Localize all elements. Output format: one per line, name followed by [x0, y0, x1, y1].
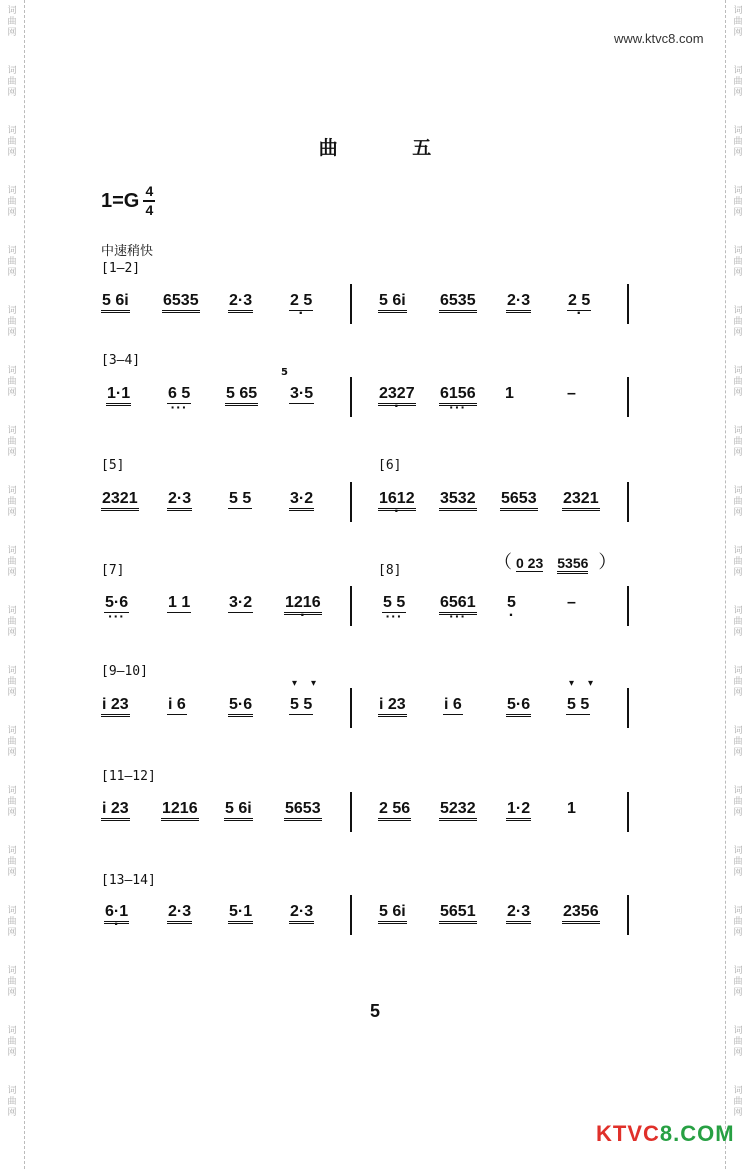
watermark-char: 词 [7, 606, 17, 616]
note-group: 2·3 [167, 903, 192, 924]
watermark-char: 曲 [733, 137, 743, 147]
watermark-char: 曲 [733, 317, 743, 327]
watermark-char: 词 [733, 606, 743, 616]
watermark-char: 曲 [733, 257, 743, 267]
note-group: 2321 [101, 490, 139, 511]
watermark-mark [726, 186, 750, 219]
note-group: 5·6 [506, 696, 531, 717]
watermark-char: 曲 [7, 677, 17, 687]
watermark-char: 曲 [733, 377, 743, 387]
bar-line [627, 377, 629, 417]
interlude [494, 548, 616, 574]
watermark-mark [0, 1086, 24, 1119]
note: 1 [567, 800, 576, 817]
watermark-char: 网 [7, 1048, 17, 1058]
watermark-char: 网 [733, 868, 743, 878]
watermark-char: 曲 [7, 737, 17, 747]
watermark-char: 词 [733, 906, 743, 916]
bar-line [350, 688, 352, 728]
watermark-char: 词 [7, 726, 17, 736]
note-group: 5651 [439, 903, 477, 924]
score-row [0, 594, 750, 642]
sustain-dash: – [567, 385, 576, 402]
bar-line [627, 586, 629, 626]
note-group: i 23 [378, 696, 407, 717]
paren-close: ） [598, 552, 617, 572]
watermark-char: 词 [7, 486, 17, 496]
bar-line [350, 586, 352, 626]
watermark-char: 词 [733, 846, 743, 856]
watermark-char: 词 [7, 966, 17, 976]
watermark-char: 曲 [7, 797, 17, 807]
watermark-char: 曲 [733, 917, 743, 927]
bar-line [350, 377, 352, 417]
note-group: 1612 · [378, 490, 416, 511]
note-group: 6535 [162, 292, 200, 313]
score-row [0, 903, 750, 951]
watermark-char: 网 [733, 1048, 743, 1058]
watermark-char: 曲 [733, 17, 743, 27]
watermark-char: 词 [733, 306, 743, 316]
watermark-char: 网 [733, 748, 743, 758]
watermark-char: 词 [7, 66, 17, 76]
note-group: i 6 [168, 696, 186, 713]
watermark-char: 词 [733, 546, 743, 556]
note: 1 [505, 385, 514, 402]
watermark-char: 网 [733, 808, 743, 818]
note-group: 2 5 · [567, 292, 591, 311]
accent-mark: ▾ [569, 678, 575, 689]
watermark-char: 网 [733, 928, 743, 938]
watermark-char: 网 [733, 148, 743, 158]
watermark-mark [0, 666, 24, 699]
watermark-char: 曲 [7, 317, 17, 327]
watermark-char: 词 [733, 186, 743, 196]
paren-open: （ [494, 552, 512, 572]
key-prefix: 1=G [101, 189, 140, 212]
watermark-char: 词 [733, 486, 743, 496]
watermark-char: 词 [7, 366, 17, 376]
watermark-char: 网 [7, 388, 17, 398]
watermark-char: 曲 [733, 617, 743, 627]
note-group: 5·6 ··· [104, 594, 129, 613]
watermark-char: 曲 [7, 917, 17, 927]
watermark-char: 网 [7, 808, 17, 818]
measure-mark: [7] [101, 563, 125, 578]
watermark-char: 词 [7, 786, 17, 796]
watermark-mark [0, 186, 24, 219]
watermark-char: 词 [733, 246, 743, 256]
measure-mark: [1—2] [101, 261, 141, 276]
note-group: 6561 ··· [439, 594, 477, 615]
watermark-char: 网 [7, 988, 17, 998]
watermark-char: 网 [733, 388, 743, 398]
note-group: 2327 · [378, 385, 416, 406]
watermark-char: 网 [733, 628, 743, 638]
page-title: 曲 五 [318, 137, 466, 159]
watermark-mark [0, 846, 24, 879]
watermark-mark [726, 546, 750, 579]
score-row [0, 800, 750, 848]
score-row [0, 696, 750, 744]
watermark-char: 网 [733, 568, 743, 578]
watermark-char: 网 [7, 748, 17, 758]
watermark-mark [726, 6, 750, 39]
time-signature [143, 184, 155, 218]
note-group: 2·3 [228, 292, 253, 313]
accent-mark: ▾ [292, 678, 298, 689]
time-denominator: 4 [145, 202, 154, 218]
watermark-char: 曲 [7, 437, 17, 447]
watermark-mark [726, 966, 750, 999]
left-watermark-strip [0, 0, 25, 1169]
note-group: 3·5 [290, 385, 314, 402]
bar-line [627, 482, 629, 522]
watermark-char: 曲 [733, 437, 743, 447]
note-group: 6 5 ··· [167, 385, 191, 404]
bar-line [627, 688, 629, 728]
watermark-char: 曲 [7, 617, 17, 627]
site-logo [596, 1121, 735, 1147]
note-group: 5 6i [224, 800, 253, 821]
watermark-char: 网 [7, 148, 17, 158]
watermark-char: 网 [733, 1108, 743, 1118]
note-group: 5 5 [567, 696, 590, 713]
watermark-mark [0, 246, 24, 279]
measure-mark: [5] [101, 458, 125, 473]
watermark-mark [726, 66, 750, 99]
watermark-char: 曲 [7, 197, 17, 207]
watermark-char: 网 [7, 508, 17, 518]
right-watermark-strip [725, 0, 750, 1169]
site-url: www.ktvc8.com [614, 31, 704, 46]
bar-line [627, 284, 629, 324]
measure-mark: [3—4] [101, 353, 141, 368]
note-group: i 23 [101, 800, 130, 821]
watermark-mark [726, 666, 750, 699]
watermark-char: 词 [7, 186, 17, 196]
bar-line [350, 482, 352, 522]
note-group: 5653 [500, 490, 538, 511]
watermark-char: 曲 [733, 857, 743, 867]
note-group: 2 56 [378, 800, 411, 821]
note-group: 2·3 [167, 490, 192, 511]
watermark-char: 词 [7, 426, 17, 436]
watermark-char: 词 [7, 246, 17, 256]
score-row [0, 292, 750, 340]
watermark-char: 网 [733, 988, 743, 998]
logo-part-b: 8.COM [659, 1121, 735, 1146]
note-group: 5·1 [228, 903, 253, 924]
note-group: 5 65 [225, 385, 258, 406]
watermark-char: 网 [733, 328, 743, 338]
key-signature [101, 184, 155, 218]
note-group: 5232 [439, 800, 477, 821]
bar-line [350, 895, 352, 935]
bar-line [350, 792, 352, 832]
grace-note: 5 [281, 367, 288, 378]
watermark-char: 曲 [733, 1097, 743, 1107]
note-group: 3532 [439, 490, 477, 511]
note-group: 1216 [161, 800, 199, 821]
watermark-mark [0, 1026, 24, 1059]
watermark-char: 网 [733, 508, 743, 518]
note-group: 6535 [439, 292, 477, 313]
note-group: 6156 ··· [439, 385, 477, 406]
watermark-mark [0, 66, 24, 99]
tempo-marking: 中速稍快 [101, 244, 154, 259]
watermark-char: 网 [733, 268, 743, 278]
watermark-char: 曲 [7, 1097, 17, 1107]
note: 5 · [506, 594, 517, 612]
logo-part-a: KTVC [596, 1121, 660, 1146]
watermark-char: 网 [7, 628, 17, 638]
watermark-char: 词 [7, 1026, 17, 1036]
note-group: 2321 [562, 490, 600, 511]
note-group: i 23 [101, 696, 130, 717]
note-group: 5 6i [101, 292, 130, 313]
accent-mark: ▾ [588, 678, 594, 689]
measure-mark: [8] [378, 563, 402, 578]
watermark-char: 曲 [733, 77, 743, 87]
note-group: 2 5 · [289, 292, 313, 311]
note-group: 5 5 [290, 696, 313, 713]
watermark-char: 网 [7, 268, 17, 278]
watermark-char: 网 [7, 1108, 17, 1118]
watermark-char: 曲 [7, 257, 17, 267]
watermark-char: 网 [733, 688, 743, 698]
watermark-char: 曲 [733, 977, 743, 987]
watermark-char: 曲 [733, 737, 743, 747]
note-group: 6·1 · [104, 903, 129, 924]
measure-mark: [6] [378, 458, 402, 473]
note-group: 5 5 ··· [382, 594, 406, 613]
watermark-mark [726, 1026, 750, 1059]
watermark-char: 网 [7, 208, 17, 218]
watermark-char: 曲 [7, 17, 17, 27]
watermark-char: 词 [733, 966, 743, 976]
watermark-mark [726, 1086, 750, 1119]
bar-line [627, 792, 629, 832]
watermark-char: 曲 [733, 677, 743, 687]
watermark-char: 词 [733, 1026, 743, 1036]
watermark-char: 曲 [733, 1037, 743, 1047]
watermark-char: 网 [7, 28, 17, 38]
watermark-char: 词 [733, 726, 743, 736]
score-row [0, 385, 750, 433]
accent-mark: ▾ [311, 678, 317, 689]
note-group: 3·2 [289, 490, 314, 511]
watermark-char: 曲 [733, 197, 743, 207]
watermark-char: 曲 [733, 797, 743, 807]
page-number: 5 [369, 1001, 380, 1021]
sustain-dash: – [567, 594, 576, 611]
watermark-mark [0, 966, 24, 999]
watermark-char: 网 [7, 568, 17, 578]
time-numerator: 4 [145, 183, 154, 199]
note-group: 1 1 [168, 594, 191, 611]
watermark-char: 词 [7, 546, 17, 556]
watermark-mark [0, 6, 24, 39]
note-group: 1216 · [284, 594, 322, 615]
measure-mark: [11—12] [101, 769, 156, 784]
watermark-char: 曲 [7, 1037, 17, 1047]
watermark-char: 曲 [7, 137, 17, 147]
watermark-char: 词 [7, 6, 17, 16]
watermark-char: 曲 [7, 857, 17, 867]
watermark-mark [0, 546, 24, 579]
note-group: 1·1 [106, 385, 131, 406]
watermark-char: 曲 [7, 497, 17, 507]
watermark-char: 词 [733, 126, 743, 136]
watermark-char: 曲 [7, 77, 17, 87]
watermark-char: 词 [733, 666, 743, 676]
watermark-char: 词 [7, 126, 17, 136]
watermark-char: 网 [7, 88, 17, 98]
interlude-group: 0 23 [516, 555, 544, 571]
watermark-char: 网 [7, 448, 17, 458]
note-group: i 6 [444, 696, 462, 713]
interlude-group: 5356 [557, 555, 588, 574]
watermark-char: 网 [7, 688, 17, 698]
watermark-char: 词 [733, 6, 743, 16]
watermark-mark [726, 246, 750, 279]
watermark-char: 网 [7, 928, 17, 938]
measure-mark: [9—10] [101, 664, 148, 679]
watermark-char: 网 [733, 208, 743, 218]
watermark-char: 词 [733, 66, 743, 76]
watermark-char: 词 [7, 666, 17, 676]
note-group: 5653 [284, 800, 322, 821]
watermark-char: 曲 [733, 557, 743, 567]
note-group: 5 5 [229, 490, 252, 507]
note-group: 2356 [562, 903, 600, 924]
watermark-char: 词 [733, 1086, 743, 1096]
bar-line [627, 895, 629, 935]
watermark-char: 词 [733, 786, 743, 796]
bar-line [350, 284, 352, 324]
note-group: 5 6i [378, 292, 407, 313]
note-group: 3·2 [229, 594, 253, 611]
note-group: 2·3 [506, 292, 531, 313]
note-group: 1·2 [506, 800, 531, 821]
watermark-char: 词 [7, 306, 17, 316]
watermark-char: 网 [733, 28, 743, 38]
watermark-char: 网 [733, 88, 743, 98]
watermark-char: 网 [7, 868, 17, 878]
watermark-char: 网 [7, 328, 17, 338]
note-group: 2·3 [289, 903, 314, 924]
watermark-char: 词 [7, 1086, 17, 1096]
watermark-char: 词 [7, 846, 17, 856]
watermark-char: 曲 [7, 377, 17, 387]
watermark-char: 曲 [7, 557, 17, 567]
watermark-char: 网 [733, 448, 743, 458]
watermark-char: 词 [733, 426, 743, 436]
note-group: 2·3 [506, 903, 531, 924]
note-group: 5 6i [378, 903, 407, 924]
score-row [0, 490, 750, 538]
watermark-char: 曲 [733, 497, 743, 507]
watermark-char: 曲 [7, 977, 17, 987]
watermark-mark [726, 846, 750, 879]
note-group: 5·6 [228, 696, 253, 717]
watermark-char: 词 [733, 366, 743, 376]
measure-mark: [13—14] [101, 873, 156, 888]
watermark-char: 词 [7, 906, 17, 916]
